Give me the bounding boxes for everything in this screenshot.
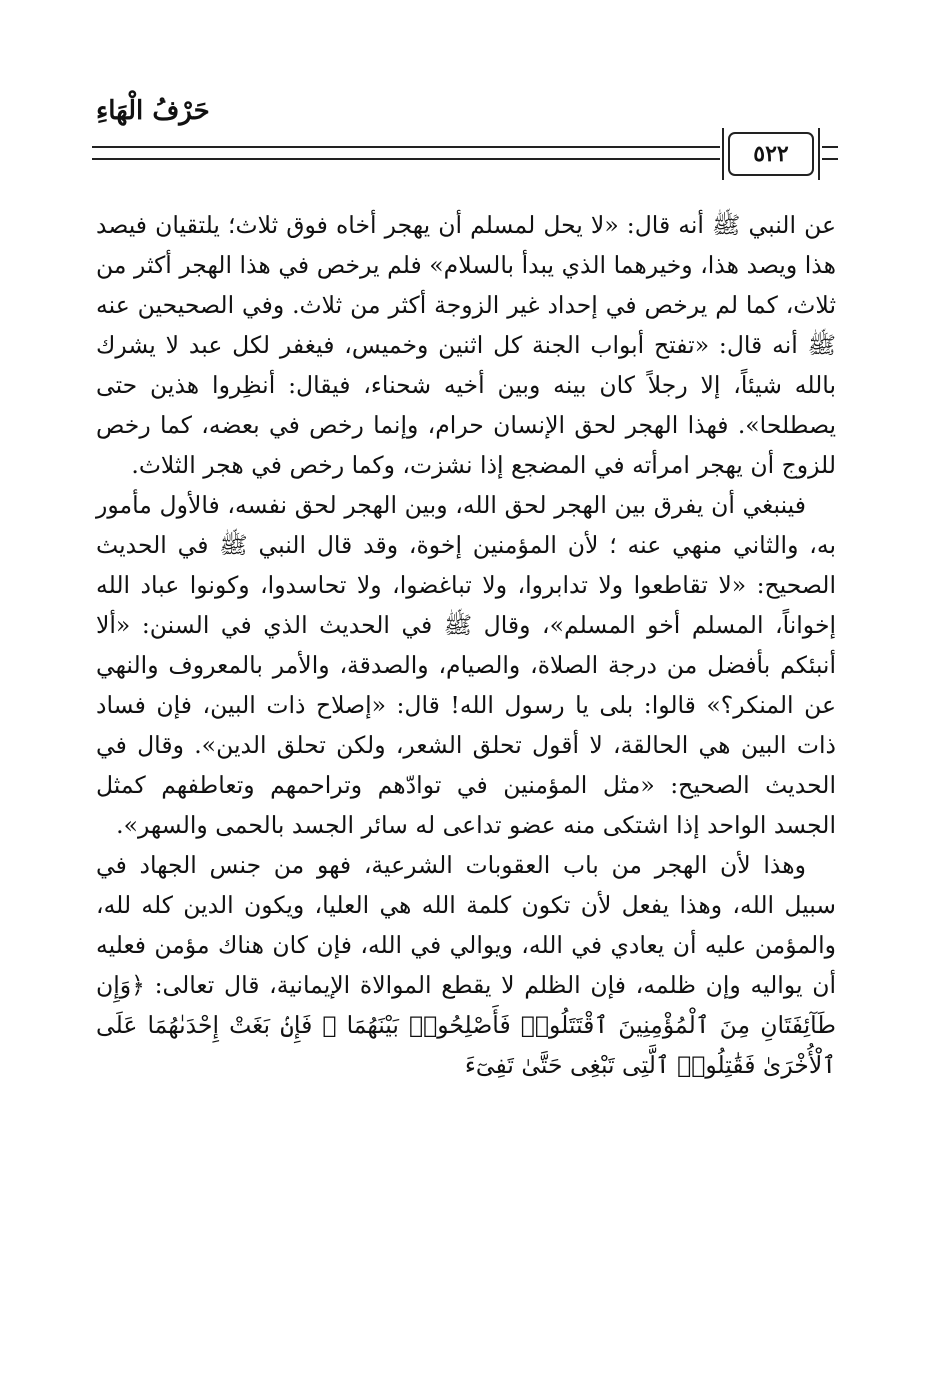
header-rule-top — [92, 146, 720, 148]
paragraph-2: فينبغي أن يفرق بين الهجر لحق الله، وبين الهجر لحق نفسه، فالأول مأمور به، والثاني منهي عنه ؛ لأن المؤمنين إخوة، وقد قال النبي ﷺ في الحديث الصحيح: «لا تقاطعوا ولا تدابروا، ولا تباغضوا، ولا تحاسدوا، وكونوا عباد الله إخواناً، المسلم أخو المسلم»، وقال ﷺ في الحديث الذي في السنن: «ألا أنبئكم بأفضل من درجة الصلاة، والصيام، والصدقة، والأمر بالمعروف والنهي عن المنكر؟» قالوا: بلى يا رسول الله! قال: «إصلاح ذات البين، فإن فساد ذات البين هي الحالقة، لا أقول تحلق الشعر، ولكن تحلق الدين». وقال في الحديث الصحيح: «مثل المؤمنين في توادّهم وتراحمهم وتعاطفهم كمثل الجسد الواحد إذا اشتكى منه عضو تداعى له سائر الجسد بالحمى والسهر». — [96, 491, 836, 839]
paragraph-1: عن النبي ﷺ أنه قال: «لا يحل لمسلم أن يهجر أخاه فوق ثلاث؛ يلتقيان فيصد هذا ويصد هذا، وخيرهما الذي يبدأ بالسلام» فلم يرخص في هذا الهجر أكثر من ثلاث، كما لم يرخص في إحداد غير الزوجة أكثر من ثلاث. وفي الصحيحين عنه ﷺ أنه قال: «تفتح أبواب الجنة كل اثنين وخميس، فيغفر لكل عبد لا يشرك بالله شيئاً، إلا رجلاً كان بينه وبين أخيه شحناء، فيقال: أنظِروا هذين حتى يصطلحا». فهذا الهجر لحق الإنسان حرام، وإنما رخص في بعضه، كما رخص للزوج أن يهجر امرأته في المضجع إذا نشزت، وكما رخص في هجر الثلاث. — [96, 211, 836, 479]
body-text — [96, 205, 836, 1085]
paragraph-3: وهذا لأن الهجر من باب العقوبات الشرعية، فهو من جنس الجهاد في سبيل الله، وهذا يفعل لأن تكون كلمة الله هي العليا، ويكون الدين كله لله، والمؤمن عليه أن يعادي في الله، ويوالي في الله، فإن كان هناك مؤمن فعليه أن يواليه وإن ظلمه، فإن الظلم لا يقطع الموالاة الإيمانية، قال تعالى: ﴿وَإِن طَآئِفَتَانِ مِنَ ٱلْمُؤْمِنِينَ ٱقْتَتَلُوا۟ فَأَصْلِحُوا۟ بَيْنَهُمَا ۖ فَإِنۢ بَغَتْ إِحْدَىٰهُمَا عَلَى ٱلْأُخْرَىٰ فَقَٰتِلُوا۟ ٱلَّتِى تَبْغِى حَتَّىٰ تَفِىٓءَ — [96, 851, 836, 1079]
header-rule-bottom — [92, 158, 720, 160]
page-number: ٥٢٢ — [728, 132, 814, 176]
header-rule-right-bottom — [822, 158, 838, 160]
page-header — [88, 92, 840, 192]
chapter-title: حَرْفُ الْهَاءِ — [96, 96, 210, 126]
header-rule-right-top — [822, 146, 838, 148]
